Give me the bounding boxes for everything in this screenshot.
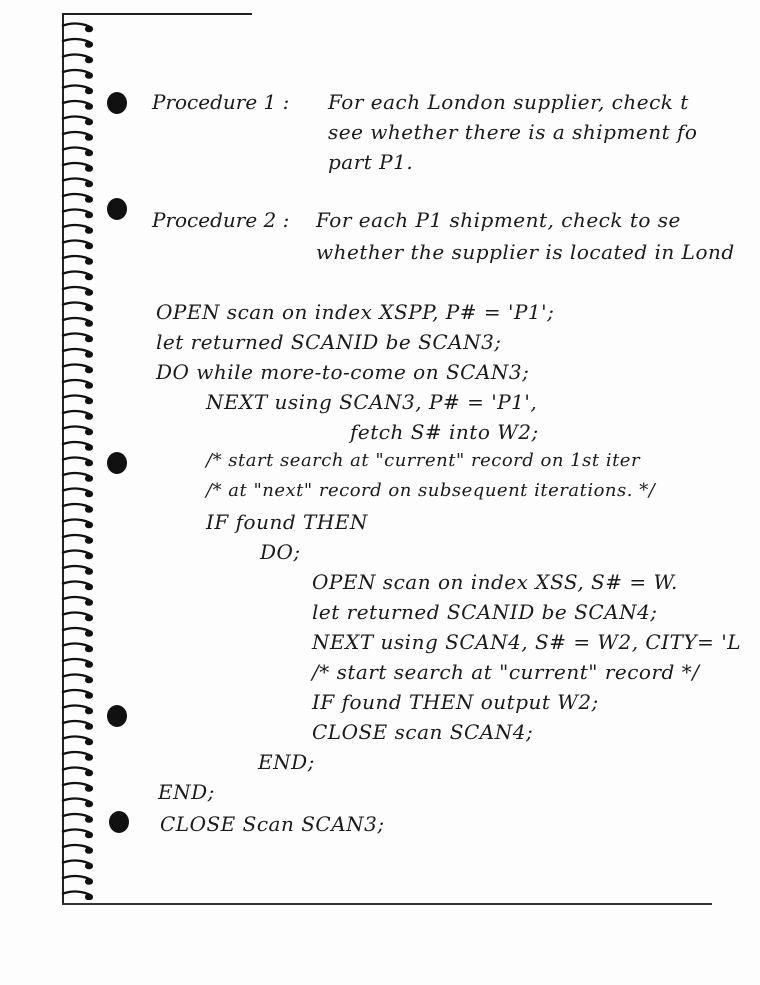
punch-hole [107, 452, 127, 474]
code-line: OPEN scan on index XSPP, P# = 'P1'; [156, 300, 555, 324]
code-line: CLOSE scan SCAN4; [312, 720, 534, 744]
code-line: END; [158, 780, 215, 804]
procedure-2-line: whether the supplier is located in Lond [316, 240, 735, 264]
procedure-2-label: Procedure 2 : [152, 208, 290, 232]
punch-hole [109, 811, 129, 833]
spiral-binding-icon [58, 20, 98, 900]
code-line: /* start search at "current" record */ [312, 660, 700, 684]
punch-hole [107, 92, 127, 114]
punch-hole [107, 198, 127, 220]
code-line: NEXT using SCAN3, P# = 'P1', [206, 390, 538, 414]
procedure-1-label: Procedure 1 : [152, 90, 290, 114]
code-line: NEXT using SCAN4, S# = W2, CITY= 'L [312, 630, 742, 654]
code-line: let returned SCANID be SCAN3; [156, 330, 502, 354]
procedure-2-line: For each P1 shipment, check to se [316, 208, 681, 232]
code-line: let returned SCANID be SCAN4; [312, 600, 658, 624]
code-line: END; [258, 750, 315, 774]
procedure-1-line: see whether there is a shipment fo [328, 120, 698, 144]
code-line: /* at "next" record on subsequent iterations. */ [206, 480, 656, 501]
code-line: fetch S# into W2; [350, 420, 539, 444]
bottom-margin-line [62, 903, 712, 905]
procedure-1-line: For each London supplier, check t [328, 90, 689, 114]
code-line: IF found THEN output W2; [312, 690, 599, 714]
code-line: DO while more-to-come on SCAN3; [156, 360, 530, 384]
procedure-1-line: part P1. [328, 150, 414, 174]
code-line: OPEN scan on index XSS, S# = W. [312, 570, 678, 594]
code-line: IF found THEN [206, 510, 368, 534]
code-line: DO; [260, 540, 301, 564]
punch-hole [107, 705, 127, 727]
code-line: CLOSE Scan SCAN3; [160, 812, 385, 836]
top-margin-line [62, 13, 252, 15]
code-line: /* start search at "current" record on 1st iter [206, 450, 641, 471]
